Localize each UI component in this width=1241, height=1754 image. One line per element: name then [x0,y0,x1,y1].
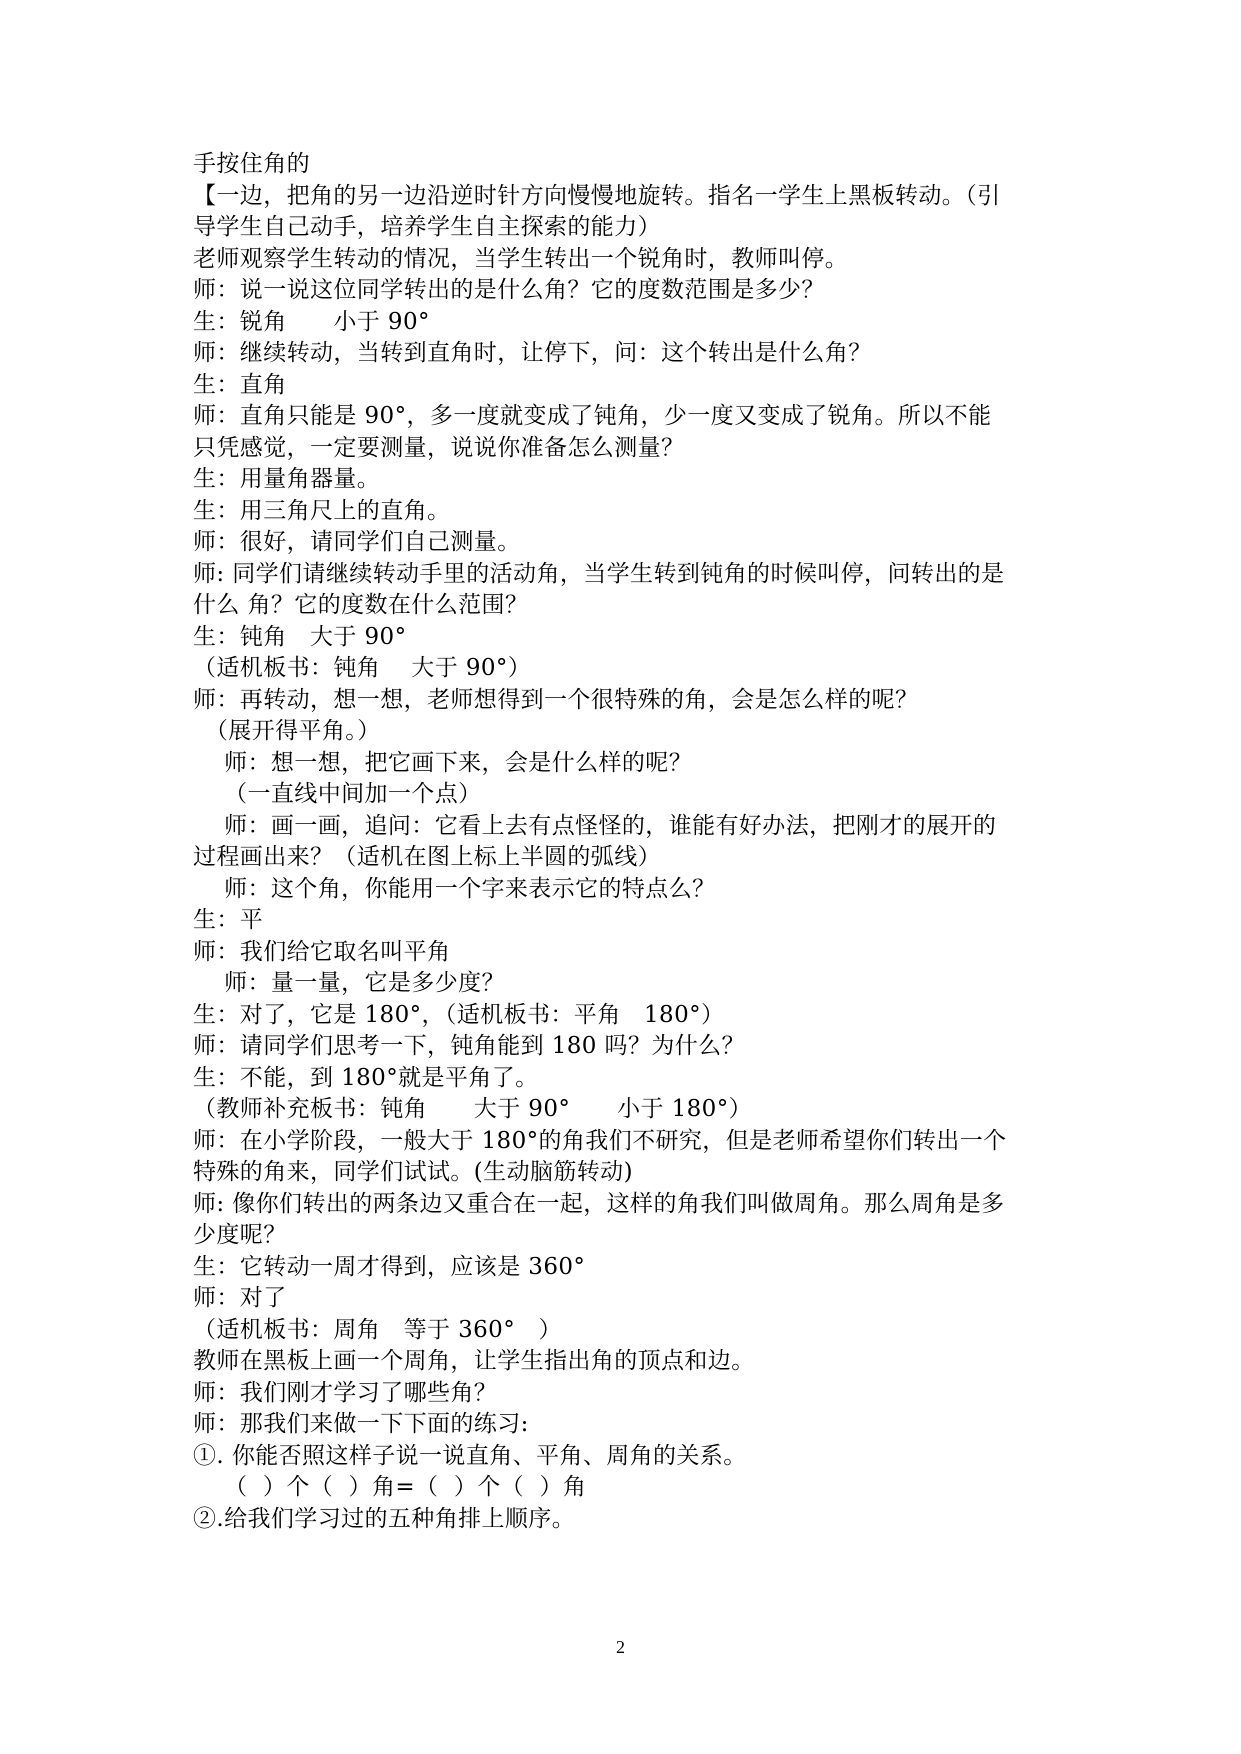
text-line: 师：很好，请同学们自己测量。 [193,529,521,555]
text-line: （适机板书：钝角 大于 90°） [193,655,532,681]
text-line: 手按住角的 [193,151,310,177]
text-line: 师：说一说这位同学转出的是什么角？它的度数范围是多少？ [193,277,825,303]
text-line: 生：直角 [193,371,287,398]
text-line: 师：继续转动，当转到直角时，让停下，问：这个转出是什么角？ [193,340,872,366]
text-line: ①. 你能否照这样子说一说直角、平角、周角的关系。 [193,1442,747,1469]
text-line: 教师在黑板上画一个周角，让学生指出角的顶点和边。 [193,1348,755,1374]
text-line: （展开得平角。） [193,718,381,744]
page-number: 2 [616,1637,625,1657]
body-text [193,149,1063,1535]
text-line: 师：对了 [193,1285,287,1311]
text-line: 少度呢？ [193,1222,287,1248]
text-line: 【一边，把角的另一边沿逆时针方向慢慢地旋转。指名一学生上黑板转动。（引 [193,182,1001,209]
text-line: 师：量一量，它是多少度？ [193,970,505,996]
text-line: 生：钝角 大于 90° [193,623,407,650]
text-line: 师：在小学阶段，一般大于 180°的角我们不研究，但是老师希望你们转出一个 [193,1127,1007,1154]
text-line: 师：想一想，把它画下来，会是什么样的呢？ [193,749,693,776]
text-line: （适机板书：周角 等于 360° ） [193,1316,562,1343]
text-line: ②.给我们学习过的五种角排上顺序。 [193,1505,576,1532]
text-line: （ ）个（ ）角=（ ）个（ ）角 [193,1474,587,1500]
text-line: 什么 角？它的度数在什么范围？ [193,592,529,618]
text-line: 特殊的角来，同学们试试。(生动脑筋转动) [193,1159,633,1185]
text-line: 生：用量角器量。 [193,466,381,492]
text-line: 只凭感觉，一定要测量，说说你准备怎么测量？ [193,434,685,461]
text-line: 生：它转动一周才得到，应该是 360° [193,1253,586,1280]
text-line: （教师补充板书：钝角 大于 90° 小于 180°） [193,1096,752,1122]
text-line: 师：我们刚才学习了哪些角？ [193,1379,498,1406]
text-line: 师：直角只能是 90°，多一度就变成了钝角，少一度又变成了锐角。所以不能 [193,403,992,429]
text-line: 生：用三角尺上的直角。 [193,497,451,524]
text-line: 师: 像你们转出的两条边又重合在一起，这样的角我们叫做周角。那么周角是多 [193,1190,1005,1217]
text-line: 导学生自己动手，培养学生自主探索的能力） [193,214,661,240]
text-line: 师: 同学们请继续转动手里的活动角，当学生转到钝角的时候叫停，问转出的是 [193,560,1005,587]
text-line: 生：不能，到 180°就是平角了。 [193,1064,539,1091]
text-line: （一直线中间加一个点） [193,781,482,807]
text-line: 师：画一画，追问：它看上去有点怪怪的，谁能有好办法，把刚才的展开的 [193,812,997,839]
text-line: 生：锐角 小于 90° [193,308,430,335]
text-line: 过程画出来？（适机在图上标上半圆的弧线） [193,844,661,870]
text-line: 师：那我们来做一下下面的练习: [193,1411,529,1437]
text-line: 师：这个角，你能用一个字来表示它的特点么？ [193,875,716,902]
text-line: 师：请同学们思考一下，钝角能到 180 吗？为什么？ [193,1033,745,1059]
text-line: 生：对了，它是 180°，（适机板书：平角 180°） [193,1001,725,1028]
text-line: 师：我们给它取名叫平角 [193,938,451,965]
text-line: 师：再转动，想一想，老师想得到一个很特殊的角，会是怎么样的呢？ [193,686,919,713]
text-line: 生：平 [193,907,264,933]
text-line: 老师观察学生转动的情况，当学生转出一个锐角时，教师叫停。 [193,245,849,272]
